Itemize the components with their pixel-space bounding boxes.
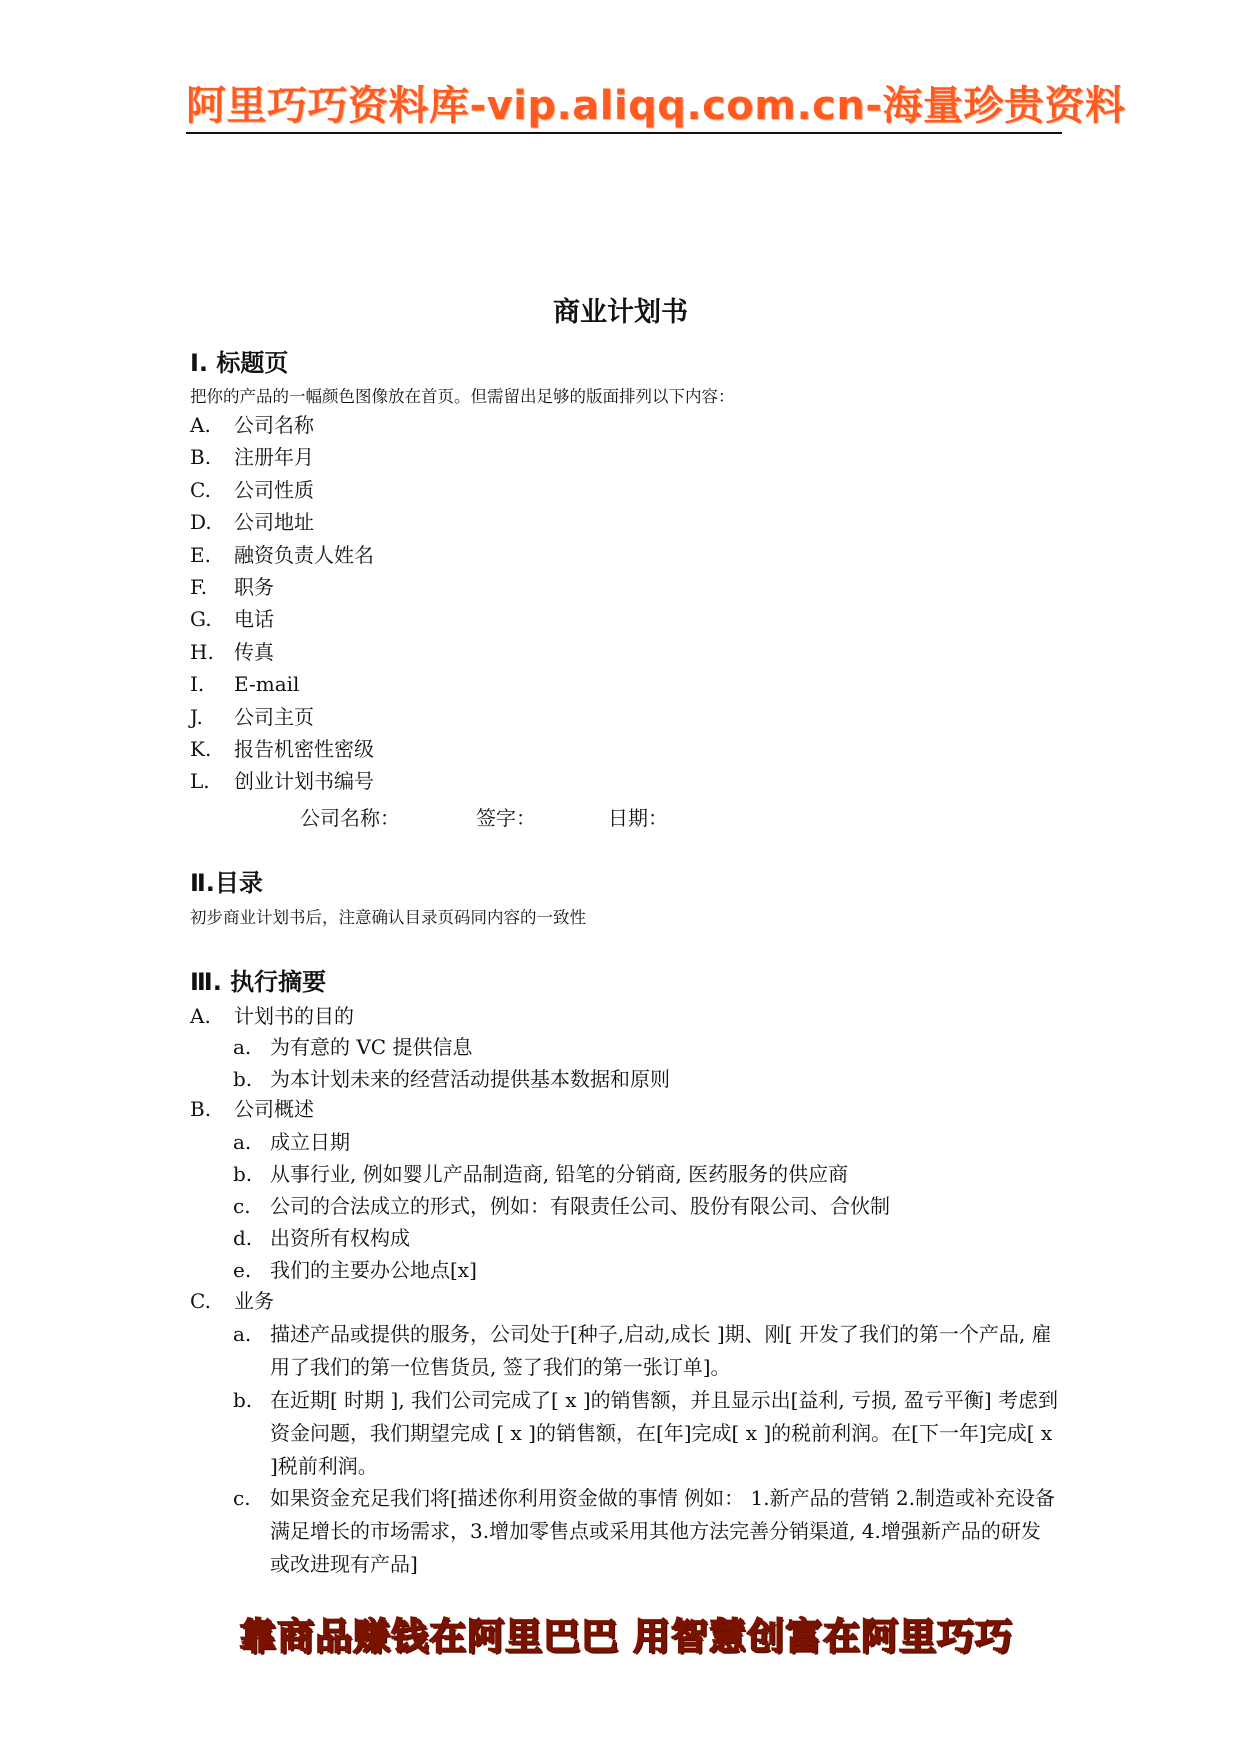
item-text: 注册年月 xyxy=(234,445,314,470)
item-label: E. xyxy=(190,542,211,567)
sub-text: 我们的主要办公地点[x] xyxy=(270,1258,477,1282)
item-label: I. xyxy=(190,672,205,697)
item-text: 公司性质 xyxy=(234,477,314,502)
sub-text: 公司的合法成立的形式，例如：有限责任公司、股份有限公司、合伙制 xyxy=(270,1194,890,1218)
summary-b-sub-d xyxy=(233,1222,1063,1255)
sub-text: 成立日期 xyxy=(270,1130,350,1154)
sub-text: 为有意的 VC 提供信息 xyxy=(270,1035,473,1059)
item-label: D. xyxy=(190,510,212,535)
item-label: C. xyxy=(190,1289,211,1313)
item-text: 公司概述 xyxy=(234,1097,314,1121)
sub-label: b. xyxy=(233,1388,253,1412)
item-label: F. xyxy=(190,575,208,599)
sub-label: e. xyxy=(233,1258,252,1282)
sub-label: a. xyxy=(233,1322,252,1346)
sub-text: 如果资金充足我们将[描述你利用资金做的事情 例如： 1.新产品的营销 2.制造或补充设备满足增长的市场需求，3.增加零售点或采用其他方法完善分销渠道, 4.增强新产品的研发或改进现有产品] xyxy=(270,1486,1056,1576)
item-text: 电话 xyxy=(234,607,274,632)
item-text: 业务 xyxy=(234,1289,274,1313)
sub-text: 出资所有权构成 xyxy=(270,1226,410,1250)
item-text: 融资负责人姓名 xyxy=(234,542,374,567)
sign-signature-label: 签字： xyxy=(476,806,536,830)
sub-label: c. xyxy=(233,1194,251,1218)
sign-date-label: 日期： xyxy=(608,806,668,830)
item-text: 职务 xyxy=(234,575,274,599)
section-2-heading: Ⅱ.目录 xyxy=(190,869,263,897)
item-text: E-mail xyxy=(234,672,300,697)
item-text: 报告机密性密级 xyxy=(234,737,374,761)
sub-label: a. xyxy=(233,1035,252,1059)
item-label: A. xyxy=(190,413,211,437)
item-label: J. xyxy=(190,704,203,729)
header-banner-text: 阿里巧巧资料库-vip.aliqq.com.cn-海量珍贵资料 xyxy=(186,83,1126,129)
section-3-heading: Ⅲ. 执行摘要 xyxy=(190,968,327,996)
summary-b-sub-b xyxy=(233,1158,1063,1191)
section-1-heading: Ⅰ. 标题页 xyxy=(190,349,289,377)
document-title: 商业计划书 xyxy=(553,297,688,328)
summary-b-sub-a xyxy=(233,1126,1063,1159)
item-label: B. xyxy=(190,1097,212,1121)
item-label: G. xyxy=(190,607,212,632)
summary-a-sub-b xyxy=(233,1063,1063,1096)
item-text: 计划书的目的 xyxy=(234,1004,354,1028)
item-label: B. xyxy=(190,445,212,470)
item-text: 公司主页 xyxy=(234,704,314,729)
section-1-description: 把你的产品的一幅颜色图像放在首页。但需留出足够的版面排列以下内容： xyxy=(190,387,735,406)
sub-label: b. xyxy=(233,1067,253,1091)
item-label: C. xyxy=(190,477,211,502)
sub-text: 从事行业, 例如婴儿产品制造商, 铅笔的分销商, 医药服务的供应商 xyxy=(270,1162,849,1186)
sub-label: c. xyxy=(233,1486,251,1510)
item-label: H. xyxy=(190,639,214,664)
item-label: K. xyxy=(190,737,212,761)
summary-b-sub-c xyxy=(233,1190,1063,1223)
item-text: 公司名称 xyxy=(234,413,314,437)
summary-a-sub-a xyxy=(233,1031,1063,1064)
sub-text: 在近期[ 时期 ], 我们公司完成了[ x ]的销售额，并且显示出[益利, 亏损, 盈亏平衡] 考虑到资金问题，我们期望完成 [ x ]的销售额，在[年]完成[ x ]的税前利润。在[下一年]完成[ x ]税前利润。 xyxy=(270,1388,1059,1478)
footer-banner-text: 靠商品赚钱在阿里巴巴 用智慧创富在阿里巧巧 xyxy=(239,1615,1013,1658)
sub-label: b. xyxy=(233,1162,253,1186)
sub-text: 为本计划未来的经营活动提供基本数据和原则 xyxy=(270,1067,670,1091)
sub-label: d. xyxy=(233,1226,253,1250)
item-text: 传真 xyxy=(234,639,274,664)
sign-company-label: 公司名称： xyxy=(300,806,400,830)
item-label: A. xyxy=(190,1004,211,1028)
sub-text: 描述产品或提供的服务，公司处于[种子,启动,成长 ]期、刚[ 开发了我们的第一个产品, 雇用了我们的第一位售货员, 签了我们的第一张订单]。 xyxy=(270,1322,1052,1379)
sub-label: a. xyxy=(233,1130,252,1154)
summary-b-sub-e xyxy=(233,1254,1063,1287)
item-text: 公司地址 xyxy=(234,510,314,535)
footer-banner xyxy=(186,1612,1066,1666)
item-label: L. xyxy=(190,769,210,794)
header-banner xyxy=(186,82,1126,134)
item-text: 创业计划书编号 xyxy=(234,769,374,794)
section-2-description: 初步商业计划书后，注意确认目录页码同内容的一致性 xyxy=(190,908,586,927)
